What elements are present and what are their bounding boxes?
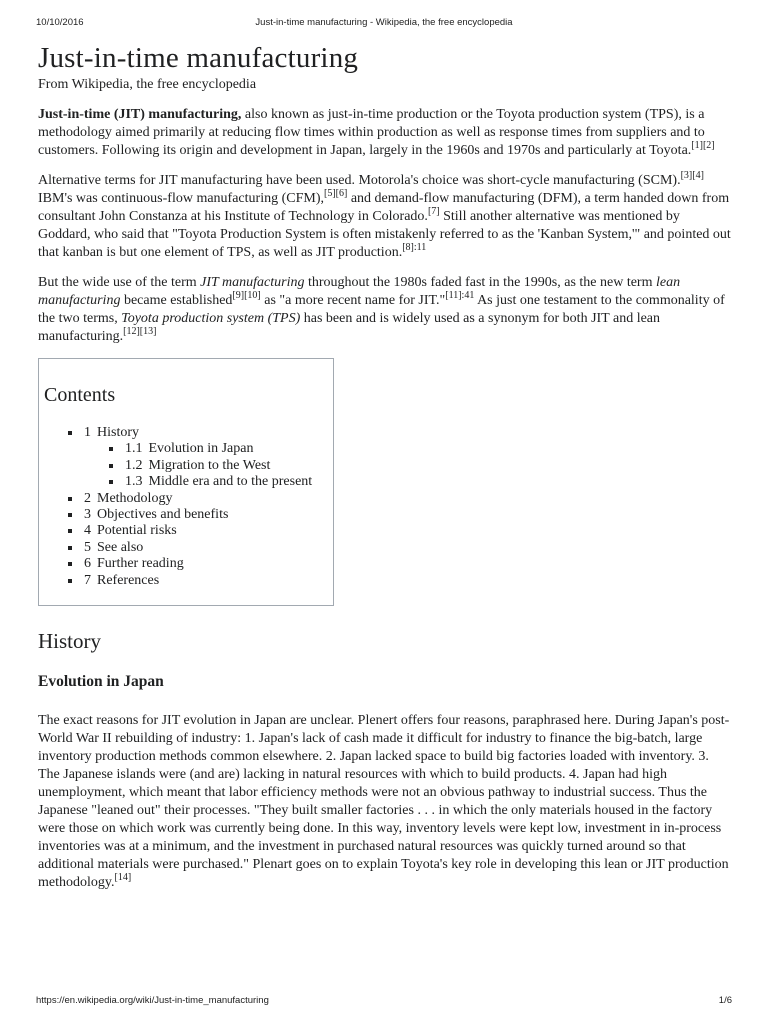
citation-link[interactable]: [3][4] — [680, 170, 704, 181]
intro-paragraph-3 — [38, 274, 732, 346]
toc-label: References — [97, 572, 160, 588]
toc-label: Middle era and to the present — [148, 474, 313, 490]
toc-item[interactable] — [44, 425, 333, 491]
citation-link[interactable]: [7] — [427, 206, 440, 217]
history-paragraph — [38, 712, 732, 892]
bullet-icon — [109, 447, 113, 451]
lead-term: Just-in-time (JIT) manufacturing, — [38, 107, 242, 122]
page-url: https://en.wikipedia.org/wiki/Just-in-time_manufacturing — [36, 995, 269, 1006]
citation-link[interactable]: [14] — [114, 872, 132, 883]
toc-label: See also — [97, 539, 144, 555]
citation-link[interactable]: [9][10] — [232, 290, 261, 301]
bullet-icon — [68, 529, 72, 533]
toc-subitem[interactable] — [84, 441, 333, 457]
intro-p3-text: As just one testament to the commonality of the two terms, — [38, 293, 725, 326]
toc-item[interactable] — [44, 491, 333, 507]
intro-paragraph-1 — [38, 106, 732, 160]
intro-p2-text: Alternative terms for JIT manufacturing have been used. Motorola's choice was short-cycle manufacturing (SCM). — [38, 173, 681, 188]
intro-p3-text: became established — [120, 293, 233, 308]
toc-sublist — [84, 441, 333, 490]
intro-p3-text: throughout the 1980s faded fast in the 1990s, as the new term — [304, 275, 656, 290]
toc-number: 5 — [84, 539, 91, 555]
toc-number: 3 — [84, 507, 91, 523]
toc-number: 1.3 — [125, 474, 143, 490]
toc-number: 1 — [84, 425, 91, 440]
bullet-icon — [109, 480, 113, 484]
toc-item[interactable] — [44, 507, 333, 523]
citation-link[interactable]: [11]:41 — [445, 290, 475, 301]
bullet-icon — [68, 431, 72, 435]
intro-p2-text: Still another alternative was mentioned by Goddard, who said that "Toyota Production System is often mistakenly referred to as the 'Kanban System,'" and pointed out that kanban is but one element of TPS, as well as JIT production. — [38, 209, 731, 260]
site-tagline: From Wikipedia, the free encyclopedia — [38, 77, 257, 92]
italic-term: lean manufacturing — [38, 275, 681, 308]
toc-subitem[interactable] — [84, 474, 333, 490]
print-header — [36, 17, 732, 31]
intro-p2-text: and demand-flow manufacturing (DFM), a term handed down from consultant John Constanza at his Institute of Technology in Colorado. — [38, 191, 730, 224]
citation-link[interactable]: [8]:11 — [402, 242, 427, 253]
bullet-icon — [68, 546, 72, 550]
page-number: 1/6 — [718, 995, 732, 1006]
toc-label: History — [97, 425, 139, 440]
article-content — [38, 40, 732, 904]
toc-label: Objectives and benefits — [97, 507, 229, 523]
table-of-contents — [38, 358, 334, 606]
toc-label: Potential risks — [97, 523, 177, 539]
citation-link[interactable]: [1][2] — [691, 140, 715, 151]
intro-p3-text: has been and is widely used as a synonym for both JIT and lean manufacturing. — [38, 311, 661, 344]
page-title: Just-in-time manufacturing — [38, 42, 359, 74]
toc-label: Further reading — [97, 556, 184, 572]
toc-label: Migration to the West — [148, 457, 271, 473]
citation-link[interactable]: [12][13] — [123, 326, 157, 337]
toc-title: Contents — [44, 384, 116, 406]
print-footer — [36, 995, 732, 1009]
toc-number: 7 — [84, 572, 91, 588]
bullet-icon — [68, 497, 72, 501]
intro-p3-text: But the wide use of the term — [38, 275, 201, 290]
toc-label: Methodology — [97, 490, 173, 506]
bullet-icon — [109, 464, 113, 468]
toc-item[interactable] — [44, 523, 333, 539]
citation-link[interactable]: [5][6] — [324, 188, 348, 199]
toc-number: 1.1 — [125, 441, 143, 457]
italic-term: Toyota production system (TPS) — [121, 311, 301, 326]
toc-subitem[interactable] — [84, 458, 333, 474]
toc-number: 1.2 — [125, 457, 143, 473]
history-text: The exact reasons for JIT evolution in Japan are unclear. Plenert offers four reasons, paraphrased here. During Japan's post-World War II rebuilding of industry: 1. Japan's lack of cash made it difficult for industry to finance the big-batch, large inventory production methods common elsewhere. 2. Japan lacked space to build big factories loaded with inventory. 3. The Japanese islands were (and are) lacking in natural resources with which to build products. 4. Japan had high unemployment, which meant that labor efficiency methods were not an obvious pathway to industrial success. Thus the Japanese "leaned out" their processes. "They built smaller factories . . . in which the only materials housed in the factory were those on which work was currently being done. In this way, inventory levels were kept low, investment in in-process inventories was at a minimum, and the investment in purchased natural resources was quickly turned around so that additional materials were purchased." Plenart goes on to explain Toyota's key role in developing this lean or JIT production methodology. — [38, 713, 730, 890]
toc-number: 4 — [84, 523, 91, 539]
toc-label: Evolution in Japan — [148, 441, 254, 457]
section-heading-history: History — [38, 629, 101, 653]
print-date: 10/10/2016 — [36, 17, 84, 28]
toc-item[interactable] — [44, 556, 333, 572]
bullet-icon — [68, 579, 72, 583]
subsection-heading-evolution: Evolution in Japan — [38, 673, 164, 690]
italic-term: JIT manufacturing — [200, 275, 305, 290]
toc-list — [44, 425, 333, 589]
intro-p3-text: as "a more recent name for JIT." — [260, 293, 446, 308]
toc-number: 2 — [84, 490, 91, 506]
intro-p1-text: also known as just-in-time production or the Toyota production system (TPS), is a methodology aimed primarily at reducing flow times within production as well as response times from suppliers and to customers. Following its origin and development in Japan, largely in the 1960s and 1970s and particularly at Toyota. — [38, 107, 705, 158]
intro-paragraph-2 — [38, 172, 732, 262]
bullet-icon — [68, 562, 72, 566]
toc-item[interactable] — [44, 573, 333, 589]
print-page-title: Just-in-time manufacturing - Wikipedia, the free encyclopedia — [255, 17, 513, 28]
toc-number: 6 — [84, 556, 91, 572]
intro-p2-text: IBM's was continuous-flow manufacturing (CFM), — [38, 191, 324, 206]
bullet-icon — [68, 513, 72, 517]
toc-item[interactable] — [44, 540, 333, 556]
